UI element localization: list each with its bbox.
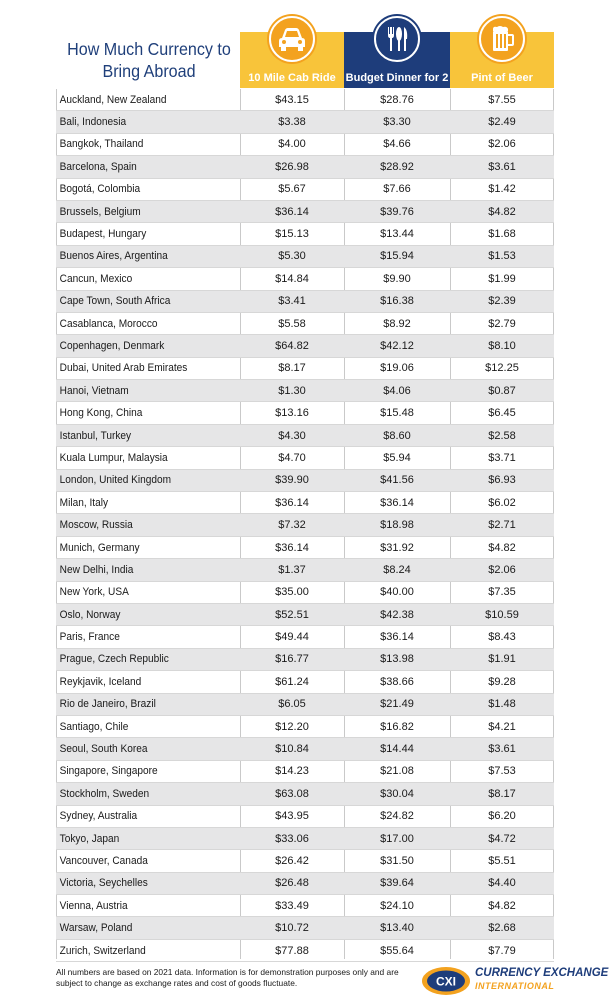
city-cell: Istanbul, Turkey (59, 429, 132, 442)
cab-cell: $36.14 (275, 496, 309, 509)
cab-cell: $26.48 (275, 877, 309, 890)
dinner-cell: $16.82 (380, 720, 414, 733)
city-cell: Vienna, Austria (59, 899, 128, 912)
beer-cell: $1.48 (488, 698, 516, 711)
dinner-cell: $24.82 (380, 810, 414, 823)
city-cell: Bali, Indonesia (59, 116, 127, 129)
dinner-cell: $36.14 (380, 496, 414, 509)
table-row (56, 402, 554, 424)
beer-cell: $4.40 (488, 877, 516, 890)
city-cell: Hanoi, Vietnam (59, 384, 129, 397)
logo-line1: CURRENCY EXCHANGE (475, 967, 609, 979)
dinner-cell: $15.48 (380, 407, 414, 420)
dinner-cell: $55.64 (380, 944, 414, 957)
city-cell: Rio de Janeiro, Brazil (59, 698, 156, 711)
cab-cell: $7.32 (278, 519, 306, 532)
beer-cell: $8.10 (488, 339, 516, 352)
table-row (56, 268, 554, 290)
city-cell: Oslo, Norway (59, 608, 121, 621)
dinner-cell: $42.12 (380, 339, 414, 352)
city-cell: Prague, Czech Republic (59, 653, 169, 666)
beer-cell: $2.79 (488, 317, 516, 330)
city-cell: Paris, France (59, 631, 120, 644)
beer-cell: $2.39 (488, 295, 516, 308)
beer-cell: $2.58 (488, 429, 516, 442)
city-cell: Stockholm, Sweden (59, 787, 150, 800)
cab-cell: $13.16 (275, 407, 309, 420)
beer-cell: $2.71 (488, 519, 516, 532)
beer-mug-icon (487, 24, 517, 54)
table-row (56, 828, 554, 850)
table-row (56, 201, 554, 223)
city-cell: New York, USA (59, 586, 129, 599)
dinner-cell: $14.44 (380, 743, 414, 756)
beer-cell: $1.42 (488, 183, 516, 196)
cab-cell: $33.49 (275, 899, 309, 912)
beer-cell: $10.59 (485, 608, 519, 621)
fork-knife-icon-circle (374, 16, 420, 62)
table-row (56, 380, 554, 402)
dinner-cell: $21.49 (380, 698, 414, 711)
table-row (56, 806, 554, 828)
table-row (56, 470, 554, 492)
table-row (56, 895, 554, 917)
city-cell: Copenhagen, Denmark (59, 339, 165, 352)
cab-cell: $12.20 (275, 720, 309, 733)
cab-cell: $43.15 (275, 93, 309, 106)
table-row (56, 783, 554, 805)
cab-cell: $15.13 (275, 228, 309, 241)
dinner-cell: $28.76 (380, 93, 414, 106)
cab-cell: $3.41 (278, 295, 306, 308)
dinner-cell: $9.90 (383, 272, 411, 285)
beer-cell: $1.53 (488, 250, 516, 263)
cab-cell: $4.00 (278, 138, 306, 151)
beer-cell: $1.99 (488, 272, 516, 285)
cab-cell: $77.88 (275, 944, 309, 957)
dinner-cell: $41.56 (380, 474, 414, 487)
table-row (56, 604, 554, 626)
city-cell: Munich, Germany (59, 541, 140, 554)
column-label-dinner: Budget Dinner for 2 (345, 72, 449, 84)
dinner-cell: $21.08 (380, 765, 414, 778)
city-cell: Buenos Aires, Argentina (59, 250, 168, 263)
beer-cell: $12.25 (485, 362, 519, 375)
logo-badge-text: CXI (435, 974, 457, 989)
city-cell: Reykjavik, Iceland (59, 675, 142, 688)
table-row (56, 761, 554, 783)
cab-cell: $8.17 (278, 362, 306, 375)
beer-cell: $2.06 (488, 563, 516, 576)
dinner-cell: $13.44 (380, 228, 414, 241)
cab-cell: $6.05 (278, 698, 306, 711)
cab-cell: $3.38 (278, 116, 306, 129)
city-cell: Victoria, Seychelles (59, 877, 148, 890)
cab-cell: $35.00 (275, 586, 309, 599)
beer-cell: $7.53 (488, 765, 516, 778)
fork-knife-icon (382, 24, 412, 54)
city-cell: Singapore, Singapore (59, 765, 158, 778)
city-cell: Moscow, Russia (59, 519, 133, 532)
cab-cell: $63.08 (275, 787, 309, 800)
cab-cell: $33.06 (275, 832, 309, 845)
beer-cell: $4.82 (488, 205, 516, 218)
cab-cell: $43.95 (275, 810, 309, 823)
beer-cell: $1.68 (488, 228, 516, 241)
cab-cell: $10.72 (275, 922, 309, 935)
city-cell: Bogotá, Colombia (59, 183, 141, 196)
table-row (56, 492, 554, 514)
dinner-cell: $31.50 (380, 854, 414, 867)
dinner-cell: $13.40 (380, 922, 414, 935)
dinner-cell: $4.66 (383, 138, 411, 151)
dinner-cell: $17.00 (380, 832, 414, 845)
dinner-cell: $39.64 (380, 877, 414, 890)
beer-cell: $3.71 (488, 451, 516, 464)
beer-cell: $7.55 (488, 93, 516, 106)
cab-cell: $26.98 (275, 160, 309, 173)
dinner-cell: $39.76 (380, 205, 414, 218)
dinner-cell: $13.98 (380, 653, 414, 666)
city-cell: Sydney, Australia (59, 810, 138, 823)
dinner-cell: $28.92 (380, 160, 414, 173)
table-row (56, 940, 554, 962)
dinner-cell: $30.04 (380, 787, 414, 800)
city-cell: Auckland, New Zealand (59, 93, 167, 106)
dinner-cell: $19.06 (380, 362, 414, 375)
table-row (56, 917, 554, 939)
dinner-cell: $38.66 (380, 675, 414, 688)
table-row (56, 313, 554, 335)
cab-cell: $26.42 (275, 854, 309, 867)
table-row (56, 358, 554, 380)
currency-table (56, 89, 554, 962)
dinner-cell: $4.06 (383, 384, 411, 397)
beer-cell: $4.21 (488, 720, 516, 733)
city-cell: Seoul, South Korea (59, 743, 148, 756)
city-cell: London, United Kingdom (59, 474, 172, 487)
cab-cell: $39.90 (275, 474, 309, 487)
table-row (56, 89, 554, 111)
cab-cell: $1.37 (278, 563, 306, 576)
dinner-cell: $3.30 (383, 116, 411, 129)
beer-cell: $1.91 (488, 653, 516, 666)
beer-cell: $4.82 (488, 899, 516, 912)
city-cell: Brussels, Belgium (59, 205, 141, 218)
car-icon-circle (269, 16, 315, 62)
beer-cell: $6.93 (488, 474, 516, 487)
city-cell: Casablanca, Morocco (59, 317, 158, 330)
city-cell: Vancouver, Canada (59, 854, 148, 867)
header (0, 0, 612, 90)
dinner-cell: $42.38 (380, 608, 414, 621)
dinner-cell: $8.92 (383, 317, 411, 330)
column-header-dinner (344, 16, 450, 88)
beer-cell: $3.61 (488, 160, 516, 173)
city-cell: Budapest, Hungary (59, 228, 147, 241)
table-row (56, 134, 554, 156)
city-cell: Tokyo, Japan (59, 832, 120, 845)
beer-cell: $4.82 (488, 541, 516, 554)
column-header-beer (450, 16, 554, 88)
table-row (56, 559, 554, 581)
city-cell: Dubai, United Arab Emirates (59, 362, 188, 375)
footer-note: All numbers are based on 2021 data. Information is for demonstration purposes only and are subject to change as exchange rates and cost of goods fluctuate. (56, 967, 399, 988)
dinner-cell: $8.60 (383, 429, 411, 442)
table-row (56, 649, 554, 671)
cab-cell: $64.82 (275, 339, 309, 352)
table-row (56, 179, 554, 201)
car-icon (277, 26, 307, 52)
column-label-cab: 10 Mile Cab Ride (248, 72, 336, 84)
cab-cell: $52.51 (275, 608, 309, 621)
beer-cell: $7.79 (488, 944, 516, 957)
cab-cell: $5.58 (278, 317, 306, 330)
city-cell: New Delhi, India (59, 563, 134, 576)
city-cell: Milan, Italy (59, 496, 109, 509)
beer-cell: $2.49 (488, 116, 516, 129)
city-cell: Hong Kong, China (59, 407, 143, 420)
cab-cell: $49.44 (275, 631, 309, 644)
table-row (56, 694, 554, 716)
beer-mug-icon-circle (479, 16, 525, 62)
dinner-cell: $7.66 (383, 183, 411, 196)
cab-cell: $36.14 (275, 205, 309, 218)
beer-cell: $5.51 (488, 854, 516, 867)
cab-cell: $10.84 (275, 743, 309, 756)
city-cell: Zurich, Switzerland (59, 944, 146, 957)
table-row (56, 246, 554, 268)
dinner-cell: $5.94 (383, 451, 411, 464)
column-header-cab (240, 16, 344, 88)
table-row (56, 223, 554, 245)
cab-cell: $1.30 (278, 384, 306, 397)
page-title: How Much Currency to Bring Abroad (67, 39, 231, 81)
dinner-cell: $40.00 (380, 586, 414, 599)
table-row (56, 671, 554, 693)
table-row (56, 425, 554, 447)
beer-cell: $2.68 (488, 922, 516, 935)
beer-cell: $6.20 (488, 810, 516, 823)
cab-cell: $4.70 (278, 451, 306, 464)
table-row (56, 156, 554, 178)
city-cell: Kuala Lumpur, Malaysia (59, 451, 168, 464)
cab-cell: $4.30 (278, 429, 306, 442)
table-row (56, 626, 554, 648)
city-cell: Cape Town, South Africa (59, 295, 171, 308)
beer-cell: $8.43 (488, 631, 516, 644)
city-cell: Santiago, Chile (59, 720, 129, 733)
table-row (56, 291, 554, 313)
beer-cell: $3.61 (488, 743, 516, 756)
city-cell: Cancun, Mexico (59, 272, 133, 285)
cxi-logo (420, 963, 610, 999)
logo-line2: INTERNATIONAL (475, 981, 555, 991)
beer-cell: $4.72 (488, 832, 516, 845)
table-row (56, 111, 554, 133)
table-row (56, 716, 554, 738)
table-row (56, 582, 554, 604)
beer-cell: $7.35 (488, 586, 516, 599)
dinner-cell: $15.94 (380, 250, 414, 263)
table-row (56, 850, 554, 872)
table-row (56, 873, 554, 895)
beer-cell: $6.02 (488, 496, 516, 509)
beer-cell: $9.28 (488, 675, 516, 688)
table-row (56, 537, 554, 559)
cab-cell: $14.84 (275, 272, 309, 285)
beer-cell: $0.87 (488, 384, 516, 397)
dinner-cell: $24.10 (380, 899, 414, 912)
dinner-cell: $36.14 (380, 631, 414, 644)
cab-cell: $16.77 (275, 653, 309, 666)
cab-cell: $5.67 (278, 183, 306, 196)
city-cell: Bangkok, Thailand (59, 138, 144, 151)
column-label-beer: Pint of Beer (471, 72, 533, 84)
cab-cell: $61.24 (275, 675, 309, 688)
city-cell: Barcelona, Spain (59, 160, 137, 173)
cab-cell: $5.30 (278, 250, 306, 263)
cab-cell: $36.14 (275, 541, 309, 554)
table-row (56, 738, 554, 760)
table-row (56, 514, 554, 536)
beer-cell: $8.17 (488, 787, 516, 800)
table-row (56, 447, 554, 469)
dinner-cell: $16.38 (380, 295, 414, 308)
table-row (56, 335, 554, 357)
cab-cell: $14.23 (275, 765, 309, 778)
cxi-badge-icon (420, 965, 472, 997)
city-cell: Warsaw, Poland (59, 922, 133, 935)
dinner-cell: $31.92 (380, 541, 414, 554)
beer-cell: $6.45 (488, 407, 516, 420)
beer-cell: $2.06 (488, 138, 516, 151)
dinner-cell: $8.24 (383, 563, 411, 576)
dinner-cell: $18.98 (380, 519, 414, 532)
